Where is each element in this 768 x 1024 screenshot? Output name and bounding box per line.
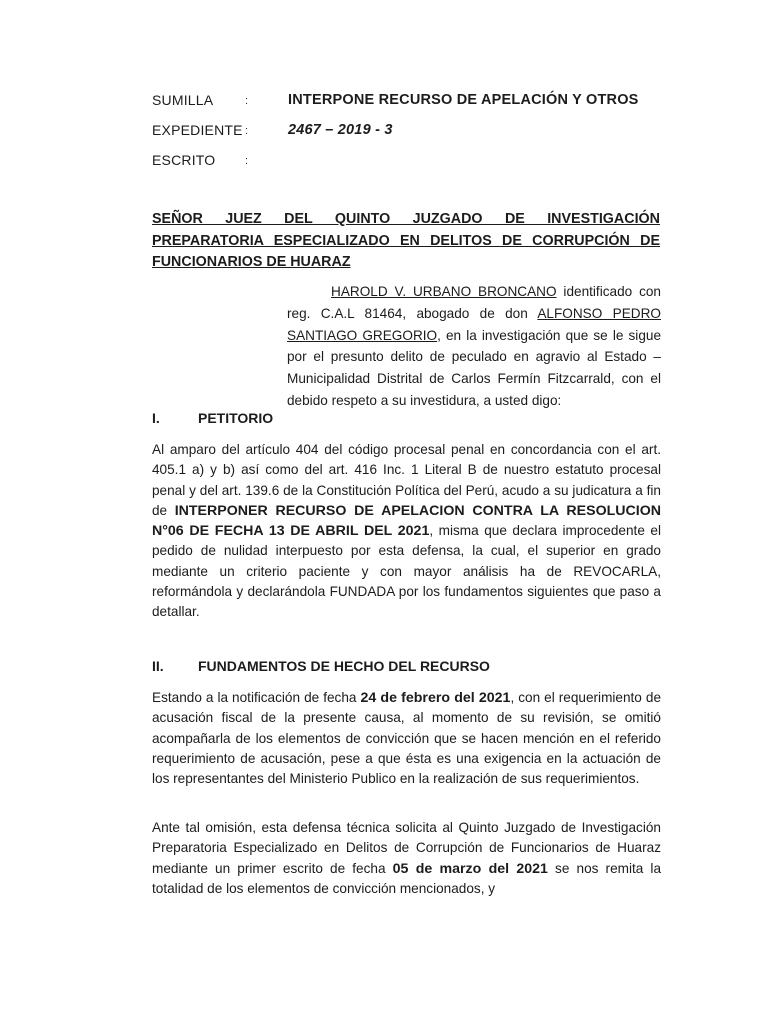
- petitorio-text-end: , misma que declara improcedente el pedido de nulidad interpuesto por esta defensa, la cual, el superior en grado mediante un criterio paciente y con mayor análisis ha de REVOCARLA, reformándola y declarándola FUNDADA por los fundamentos siguientes que paso a detallar.: [152, 523, 661, 620]
- intro-text: [287, 281, 661, 412]
- fundamentos-p1-start: Estando a la notificación de fecha: [152, 690, 361, 705]
- expediente-value: 2467 – 2019 - 3: [288, 122, 393, 138]
- fundamentos-p1-end: , con el requerimiento de acusación fiscal de la presente causa, al momento de su revisión, se omitió acompañarla de los elementos de convicción que se hacen mención en el referido requerimiento de acusación, pese a que ésta es una exigencia en la actuación de los representantes del Ministerio Publico en la realización de sus requerimientos.: [152, 690, 661, 787]
- section-number: II.: [152, 658, 164, 674]
- section-title: FUNDAMENTOS DE HECHO DEL RECURSO: [198, 658, 490, 674]
- fundamentos-p2-end: se nos remita la totalidad de los elementos de convicción mencionados, y: [152, 860, 662, 896]
- client-name: ALFONSO PEDRO SANTIAGO GREGORIO: [287, 305, 661, 343]
- fundamentos-paragraph-2: [152, 818, 661, 899]
- expediente-colon: :: [245, 125, 249, 137]
- intro-paragraph: [287, 281, 661, 412]
- intro-text-1: identificado con reg. C.A.L 81464, abogado de don: [287, 284, 661, 321]
- section-number: I.: [152, 410, 160, 426]
- sumilla-colon: :: [245, 95, 249, 107]
- sumilla-value: INTERPONE RECURSO DE APELACIÓN Y OTROS: [288, 92, 639, 108]
- section-title: PETITORIO: [198, 410, 274, 426]
- expediente-label: EXPEDIENTE: [152, 122, 243, 138]
- fundamentos-paragraph-1: [152, 688, 661, 789]
- fundamentos-p1-bold: 24 de febrero del 2021: [360, 690, 511, 706]
- petitorio-bold: INTERPONER RECURSO DE APELACION CONTRA LA RESOLUCION N°06 DE FECHA 13 DE ABRIL DEL 2021: [152, 502, 661, 540]
- petitorio-text: Al amparo del artículo 404 del código procesal penal en concordancia con el art. 405.1 a) y b) así como del art. 416 Inc. 1 Literal B de nuestro estatuto procesal penal y del art. 139.6 de la Constitución Política del Perú, acudo a su judicatura a fin de: [152, 442, 661, 518]
- intro-text-2: , en la investigación que se le sigue por el presunto delito de peculado en agravio al Estado – Municipalidad Distrital de Carlos Fermín Fitzcarrald, con el debido respeto a su investidura, a usted digo:: [287, 327, 662, 408]
- escrito-colon: :: [245, 155, 249, 167]
- fundamentos-p2-bold: 05 de marzo del 2021: [392, 860, 548, 877]
- lawyer-name: HAROLD V. URBANO BRONCANO: [331, 284, 557, 299]
- addressee: SEÑOR JUEZ DEL QUINTO JUZGADO DE INVESTIGACIÓN PREPARATORIA ESPECIALIZADO EN DELITOS DE CORRUPCIÓN DE FUNCIONARIOS DE HUARAZ: [152, 211, 660, 270]
- fundamentos-p2-start: Ante tal omisión, esta defensa técnica solicita al Quinto Juzgado de Investigación Preparatoria Especializado en Delitos de Corrupción de Funcionarios de Huaraz mediante un primer escrito de fecha: [152, 820, 661, 876]
- escrito-label: ESCRITO: [152, 152, 216, 168]
- petitorio-paragraph: [152, 440, 661, 623]
- sumilla-label: SUMILLA: [152, 92, 214, 108]
